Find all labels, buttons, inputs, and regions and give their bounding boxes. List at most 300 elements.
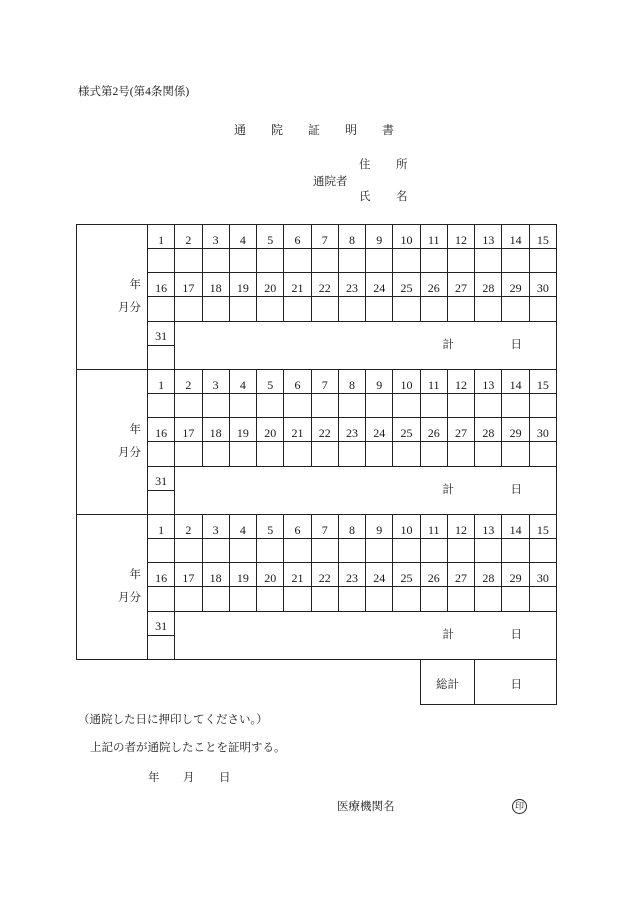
stamp-cell	[502, 442, 529, 466]
name-label: 氏名	[359, 191, 433, 203]
day-number: 19	[236, 280, 249, 295]
stamp-cell	[257, 539, 284, 563]
stamp-cell	[448, 587, 475, 611]
day-number: 28	[482, 280, 495, 295]
stamp-cell	[312, 249, 339, 273]
stamp-cell	[312, 587, 339, 611]
day-number: 31	[155, 329, 168, 344]
day-number: 13	[482, 232, 495, 247]
day-number-cell	[284, 225, 311, 249]
day-number-cell	[203, 515, 230, 539]
day-number: 21	[291, 570, 304, 585]
day-number: 7	[321, 522, 328, 537]
month-label: 月分	[118, 301, 141, 314]
day-number-cell	[530, 515, 557, 539]
certification-statement: 上記の者が通院したことを証明する。	[90, 742, 286, 754]
day-number-cell	[148, 612, 175, 636]
date-month-label: 月	[183, 772, 195, 784]
stamp-cell	[530, 394, 557, 418]
stamp-cell	[366, 394, 393, 418]
stamp-cell	[421, 394, 448, 418]
day-number-cell	[502, 418, 529, 442]
day-number: 7	[321, 232, 328, 247]
day-number: 14	[509, 377, 522, 392]
day-number: 11	[428, 377, 440, 392]
stamp-cell	[530, 587, 557, 611]
day-number-cell	[475, 370, 502, 394]
stamp-cell	[530, 539, 557, 563]
stamp-cell	[339, 249, 366, 273]
stamp-cell	[203, 394, 230, 418]
stamp-cell	[448, 442, 475, 466]
subtotal-label: 計	[442, 484, 454, 497]
day-number-cell	[148, 418, 175, 442]
day-number: 25	[400, 280, 413, 295]
stamp-cell	[393, 297, 420, 321]
day-number: 6	[294, 377, 301, 392]
day-number-cell	[366, 370, 393, 394]
day-number: 1	[158, 232, 165, 247]
stamp-instruction-note: （通院した日に押印してください。）	[78, 714, 268, 726]
day-number-cell	[148, 563, 175, 587]
stamp-cell	[257, 297, 284, 321]
stamp-cell	[203, 442, 230, 466]
day-number: 9	[376, 232, 383, 247]
stamp-cell	[448, 394, 475, 418]
day-number-cell	[448, 563, 475, 587]
year-label: 年	[129, 278, 141, 291]
day-number: 22	[318, 570, 331, 585]
day-number-cell	[475, 418, 502, 442]
day-number-cell	[530, 418, 557, 442]
stamp-cell	[148, 636, 175, 660]
day-number: 20	[264, 570, 277, 585]
day-number: 30	[536, 570, 549, 585]
day-number-cell	[421, 515, 448, 539]
stamp-cell	[530, 297, 557, 321]
stamp-cell	[502, 297, 529, 321]
day-number: 4	[239, 522, 246, 537]
day-number: 12	[455, 522, 468, 537]
day-number-cell	[502, 225, 529, 249]
stamp-cell	[230, 394, 257, 418]
day-number-cell	[257, 515, 284, 539]
stamp-cell	[312, 442, 339, 466]
day-number: 4	[239, 232, 246, 247]
day-number: 11	[428, 522, 440, 537]
day-number: 1	[158, 377, 165, 392]
address-label: 住所	[359, 159, 433, 171]
day-number-cell	[148, 322, 175, 346]
day-number: 20	[264, 425, 277, 440]
stamp-cell	[230, 297, 257, 321]
stamp-cell	[148, 297, 175, 321]
day-number-cell	[393, 418, 420, 442]
stamp-cell	[284, 297, 311, 321]
date-year-label: 年	[148, 772, 160, 784]
month-label-cell	[77, 515, 148, 660]
stamp-cell	[475, 297, 502, 321]
stamp-cell	[148, 587, 175, 611]
day-number-cell	[502, 515, 529, 539]
day-number: 29	[509, 570, 522, 585]
day-number: 12	[455, 232, 468, 247]
visit-calendar-table	[76, 224, 557, 660]
grand-total-value-cell	[475, 660, 556, 704]
day-number: 8	[348, 232, 355, 247]
grand-total-unit: 日	[510, 678, 522, 691]
day-number-cell	[284, 563, 311, 587]
stamp-cell	[203, 587, 230, 611]
day-number-cell	[203, 225, 230, 249]
day-number: 29	[509, 425, 522, 440]
stamp-cell	[448, 539, 475, 563]
day-number: 30	[536, 425, 549, 440]
day-number-cell	[339, 225, 366, 249]
stamp-cell	[284, 249, 311, 273]
day-number-cell	[284, 418, 311, 442]
day-number: 27	[455, 570, 468, 585]
stamp-cell	[339, 539, 366, 563]
day-number-cell	[366, 515, 393, 539]
day-number-cell	[502, 273, 529, 297]
day-number: 24	[373, 570, 386, 585]
stamp-cell	[339, 442, 366, 466]
day-number: 19	[236, 570, 249, 585]
day-number: 30	[536, 280, 549, 295]
day-number: 23	[345, 425, 358, 440]
year-label: 年	[129, 423, 141, 436]
stamp-cell	[339, 297, 366, 321]
day-number-cell	[530, 563, 557, 587]
day-number: 9	[376, 377, 383, 392]
day-number: 24	[373, 280, 386, 295]
day-number-cell	[339, 370, 366, 394]
day-number: 23	[345, 280, 358, 295]
day-number-cell	[257, 418, 284, 442]
day-number-cell	[230, 515, 257, 539]
day-number-cell	[530, 273, 557, 297]
stamp-cell	[366, 587, 393, 611]
day-number-cell	[312, 515, 339, 539]
day-number-cell	[312, 418, 339, 442]
stamp-cell	[339, 587, 366, 611]
month-label-cell	[77, 370, 148, 515]
stamp-cell	[421, 249, 448, 273]
day-number-cell	[175, 515, 202, 539]
subtotal-label: 計	[442, 629, 454, 642]
stamp-cell	[175, 249, 202, 273]
day-number-cell	[421, 273, 448, 297]
day-number-cell	[257, 225, 284, 249]
stamp-cell	[203, 249, 230, 273]
stamp-cell	[530, 249, 557, 273]
day-number-cell	[448, 418, 475, 442]
month-label: 月分	[118, 591, 141, 604]
day-number-cell	[175, 225, 202, 249]
day-number-cell	[312, 273, 339, 297]
day-number: 3	[212, 232, 219, 247]
day-number: 21	[291, 425, 304, 440]
day-number: 11	[428, 232, 440, 247]
day-number: 10	[400, 232, 413, 247]
day-number-cell	[230, 418, 257, 442]
stamp-cell	[257, 587, 284, 611]
day-number: 3	[212, 522, 219, 537]
day-number-cell	[448, 273, 475, 297]
stamp-cell	[530, 442, 557, 466]
day-number: 16	[155, 425, 168, 440]
day-number: 15	[536, 522, 549, 537]
stamp-cell	[148, 442, 175, 466]
day-number: 4	[239, 377, 246, 392]
month-label-cell	[77, 225, 148, 370]
subtotal-label: 計	[442, 339, 454, 352]
day-number-cell	[203, 273, 230, 297]
seal-mark-icon: 印	[512, 799, 527, 814]
day-number: 12	[455, 377, 468, 392]
stamp-cell	[148, 346, 175, 370]
stamp-cell	[230, 442, 257, 466]
stamp-cell	[448, 249, 475, 273]
day-number: 28	[482, 570, 495, 585]
day-number-cell	[393, 273, 420, 297]
stamp-cell	[257, 442, 284, 466]
stamp-cell	[284, 442, 311, 466]
day-number: 13	[482, 377, 495, 392]
day-number: 9	[376, 522, 383, 537]
day-number: 5	[267, 522, 274, 537]
day-number-cell	[312, 225, 339, 249]
stamp-cell	[148, 539, 175, 563]
stamp-cell	[502, 539, 529, 563]
day-number: 10	[400, 377, 413, 392]
day-number: 16	[155, 570, 168, 585]
stamp-cell	[175, 442, 202, 466]
day-number-cell	[230, 563, 257, 587]
stamp-cell	[203, 539, 230, 563]
day-number-cell	[284, 273, 311, 297]
day-number: 3	[212, 377, 219, 392]
medical-institution-label: 医療機関名	[337, 801, 395, 813]
stamp-cell	[312, 539, 339, 563]
day-number-cell	[257, 273, 284, 297]
day-number-cell	[421, 418, 448, 442]
day-number: 18	[209, 425, 222, 440]
day-number-cell	[175, 563, 202, 587]
stamp-cell	[230, 249, 257, 273]
day-number: 25	[400, 425, 413, 440]
day-number-cell	[366, 273, 393, 297]
day-number-cell	[175, 273, 202, 297]
day-number-cell	[366, 418, 393, 442]
stamp-cell	[421, 442, 448, 466]
stamp-cell	[284, 394, 311, 418]
subtotal-unit: 日	[510, 339, 522, 352]
day-number: 17	[182, 570, 195, 585]
day-number: 2	[185, 377, 192, 392]
stamp-cell	[366, 442, 393, 466]
day-number-cell	[230, 225, 257, 249]
day-number-cell	[421, 563, 448, 587]
year-label: 年	[129, 568, 141, 581]
stamp-cell	[203, 297, 230, 321]
stamp-cell	[175, 587, 202, 611]
day-number: 29	[509, 280, 522, 295]
day-number-cell	[148, 273, 175, 297]
subtotal-unit: 日	[510, 629, 522, 642]
day-number-cell	[284, 515, 311, 539]
day-number: 5	[267, 232, 274, 247]
stamp-cell	[148, 491, 175, 515]
day-number: 23	[345, 570, 358, 585]
day-number-cell	[339, 563, 366, 587]
day-number: 14	[509, 232, 522, 247]
day-number: 27	[455, 425, 468, 440]
day-number-cell	[257, 563, 284, 587]
subtotal-unit: 日	[510, 484, 522, 497]
day-number-cell	[393, 515, 420, 539]
day-number: 19	[236, 425, 249, 440]
stamp-cell	[475, 587, 502, 611]
stamp-cell	[475, 394, 502, 418]
day-number: 22	[318, 280, 331, 295]
day-number-cell	[175, 370, 202, 394]
stamp-cell	[366, 249, 393, 273]
day-number-cell	[284, 370, 311, 394]
day-number-cell	[475, 515, 502, 539]
day-number-cell	[148, 515, 175, 539]
grand-total-box	[420, 659, 557, 705]
stamp-cell	[393, 442, 420, 466]
day-number: 31	[155, 474, 168, 489]
day-number-cell	[393, 563, 420, 587]
day-number: 6	[294, 522, 301, 537]
day-number-cell	[339, 418, 366, 442]
day-number-cell	[366, 563, 393, 587]
stamp-cell	[502, 587, 529, 611]
day-number: 8	[348, 522, 355, 537]
day-number-cell	[475, 273, 502, 297]
stamp-cell	[502, 249, 529, 273]
stamp-cell	[475, 539, 502, 563]
day-number-cell	[530, 225, 557, 249]
day-number: 2	[185, 522, 192, 537]
day-number-cell	[366, 225, 393, 249]
day-number-cell	[393, 370, 420, 394]
document-title: 通院証明書	[234, 123, 420, 137]
subtotal-cell	[175, 612, 557, 660]
stamp-cell	[339, 394, 366, 418]
stamp-cell	[175, 394, 202, 418]
day-number-cell	[339, 273, 366, 297]
stamp-cell	[175, 539, 202, 563]
day-number: 26	[427, 425, 440, 440]
day-number: 2	[185, 232, 192, 247]
stamp-cell	[393, 394, 420, 418]
day-number: 14	[509, 522, 522, 537]
day-number: 22	[318, 425, 331, 440]
stamp-cell	[230, 587, 257, 611]
stamp-cell	[148, 249, 175, 273]
day-number-cell	[148, 467, 175, 491]
day-number: 8	[348, 377, 355, 392]
day-number: 27	[455, 280, 468, 295]
day-number-cell	[475, 225, 502, 249]
subtotal-cell	[175, 322, 557, 370]
date-day-label: 日	[219, 772, 231, 784]
stamp-cell	[230, 539, 257, 563]
day-number: 13	[482, 522, 495, 537]
day-number-cell	[502, 370, 529, 394]
day-number-cell	[148, 225, 175, 249]
day-number: 18	[209, 280, 222, 295]
day-number: 5	[267, 377, 274, 392]
day-number-cell	[230, 273, 257, 297]
stamp-cell	[475, 249, 502, 273]
day-number-cell	[230, 370, 257, 394]
stamp-cell	[257, 249, 284, 273]
day-number: 10	[400, 522, 413, 537]
stamp-cell	[393, 587, 420, 611]
day-number: 17	[182, 425, 195, 440]
stamp-cell	[393, 249, 420, 273]
stamp-cell	[257, 394, 284, 418]
day-number-cell	[448, 370, 475, 394]
day-number: 6	[294, 232, 301, 247]
day-number-cell	[203, 563, 230, 587]
day-number-cell	[393, 225, 420, 249]
stamp-cell	[366, 297, 393, 321]
day-number: 28	[482, 425, 495, 440]
day-number-cell	[148, 370, 175, 394]
day-number-cell	[502, 563, 529, 587]
grand-total-label: 総計	[436, 678, 459, 691]
grand-total-label-cell	[421, 660, 475, 704]
stamp-cell	[421, 297, 448, 321]
stamp-cell	[448, 297, 475, 321]
day-number-cell	[312, 370, 339, 394]
day-number: 16	[155, 280, 168, 295]
day-number-cell	[448, 515, 475, 539]
day-number: 15	[536, 232, 549, 247]
day-number-cell	[421, 370, 448, 394]
stamp-cell	[475, 442, 502, 466]
day-number-cell	[257, 370, 284, 394]
stamp-cell	[393, 539, 420, 563]
day-number: 17	[182, 280, 195, 295]
day-number: 7	[321, 377, 328, 392]
day-number-cell	[312, 563, 339, 587]
month-label: 月分	[118, 446, 141, 459]
subtotal-cell	[175, 467, 557, 515]
day-number: 26	[427, 280, 440, 295]
day-number-cell	[530, 370, 557, 394]
day-number: 1	[158, 522, 165, 537]
stamp-cell	[284, 539, 311, 563]
day-number: 24	[373, 425, 386, 440]
visitor-label: 通院者	[313, 176, 348, 188]
stamp-cell	[502, 394, 529, 418]
stamp-cell	[312, 297, 339, 321]
day-number-cell	[421, 225, 448, 249]
day-number: 18	[209, 570, 222, 585]
day-number-cell	[175, 418, 202, 442]
stamp-cell	[284, 587, 311, 611]
day-number: 15	[536, 377, 549, 392]
stamp-cell	[421, 539, 448, 563]
day-number: 20	[264, 280, 277, 295]
